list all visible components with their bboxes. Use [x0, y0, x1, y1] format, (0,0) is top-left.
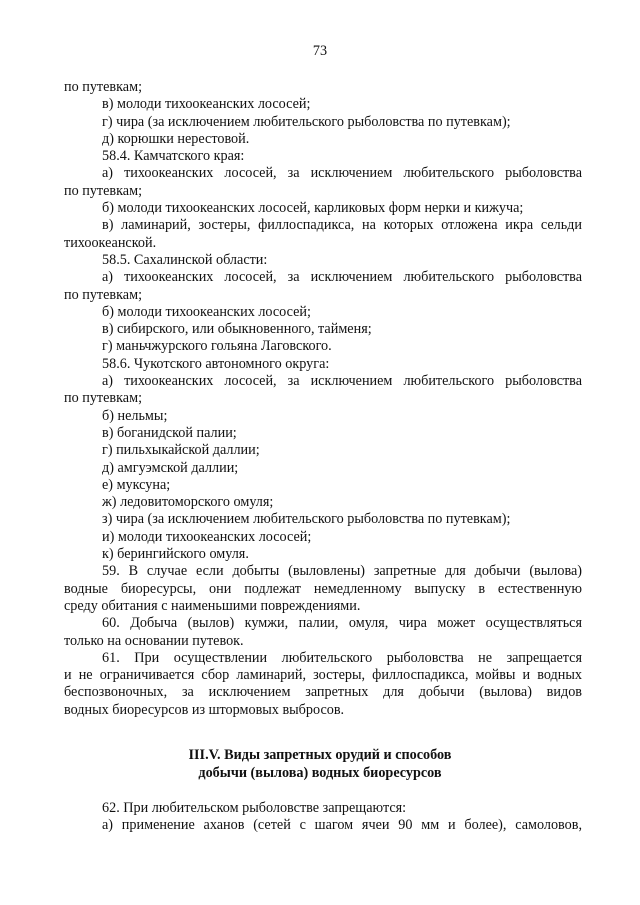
text-line: 60. Добыча (вылов) кумжи, палии, омуля, чира может осуществляться: [102, 615, 582, 632]
text-line: г) маньчжурского гольяна Лаговского.: [102, 338, 332, 355]
text-line: д) корюшки нерестовой.: [102, 130, 250, 147]
section-heading-line-1: III.V. Виды запретных орудий и способов: [188, 747, 452, 763]
text-line: и не ограничивается сбор ламинарий, зостеры, филлоспадикса, мойвы и водных: [64, 667, 582, 684]
text-line: в) ламинарий, зостеры, филлоспадикса, на которых отложена икра сельди: [102, 217, 582, 234]
text-line: по путевкам;: [64, 79, 143, 95]
text-line: среду обитания с наименьшими повреждениями.: [64, 597, 361, 614]
text-line: 61. При осуществлении любительского рыболовства не запрещается: [102, 649, 582, 666]
text-line: в) молоди тихоокеанских лососей;: [102, 96, 311, 113]
text-line: по путевкам;: [64, 286, 143, 303]
text-line: ж) ледовитоморского омуля;: [102, 494, 274, 511]
text-line: по путевкам;: [64, 182, 143, 199]
text-line: 58.5. Сахалинской области:: [102, 251, 268, 268]
text-line: а) тихоокеанских лососей, за исключением любительского рыболовства: [102, 373, 582, 390]
document-body: [64, 79, 582, 719]
text-line: б) нельмы;: [102, 407, 168, 424]
text-line: б) молоди тихоокеанских лососей, карликовых форм нерки и кижуча;: [102, 200, 524, 217]
text-line: только на основании путевок.: [64, 632, 244, 649]
text-line: 62. При любительском рыболовстве запрещаются:: [102, 800, 407, 816]
text-line: и) молоди тихоокеанских лососей;: [102, 528, 312, 545]
section-heading-line-2: добычи (вылова) водных биоресурсов: [198, 765, 442, 781]
text-line: тихоокеанской.: [64, 234, 157, 251]
text-line: водные биоресурсы, они подлежат немедленному выпуску в естественную: [64, 580, 582, 597]
text-line: д) амгуэмской даллии;: [102, 459, 239, 476]
text-line: по путевкам;: [64, 390, 143, 407]
text-line: з) чира (за исключением любительского рыболовства по путевкам);: [102, 511, 511, 528]
text-line: 58.4. Камчатского края:: [102, 148, 245, 165]
text-line: а) тихоокеанских лососей, за исключением любительского рыболовства: [102, 269, 582, 286]
text-line: 59. В случае если добыты (выловлены) запретные для добычи (вылова): [102, 563, 582, 580]
text-line: к) берингийского омуля.: [102, 546, 249, 563]
text-line: водных биоресурсов из штормовых выбросов.: [64, 701, 345, 718]
text-line: е) муксуна;: [102, 476, 171, 493]
text-line: в) боганидской палии;: [102, 424, 237, 441]
section-body: [64, 800, 582, 835]
text-line: а) тихоокеанских лососей, за исключением любительского рыболовства: [102, 165, 582, 182]
text-line: б) молоди тихоокеанских лососей;: [102, 303, 311, 320]
text-line: 58.6. Чукотского автономного округа:: [102, 355, 330, 372]
text-line: г) пильхыкайской даллии;: [102, 442, 260, 459]
text-line: в) сибирского, или обыкновенного, тайменя;: [102, 321, 372, 338]
text-line: беспозвоночных, за исключением запретных для добычи (вылова) видов: [64, 684, 582, 701]
text-line: г) чира (за исключением любительского рыболовства по путевкам);: [102, 113, 511, 130]
page-number: 73: [312, 43, 328, 59]
text-line: а) применение аханов (сетей с шагом ячеи 90 мм и более), самоловов,: [102, 817, 582, 834]
